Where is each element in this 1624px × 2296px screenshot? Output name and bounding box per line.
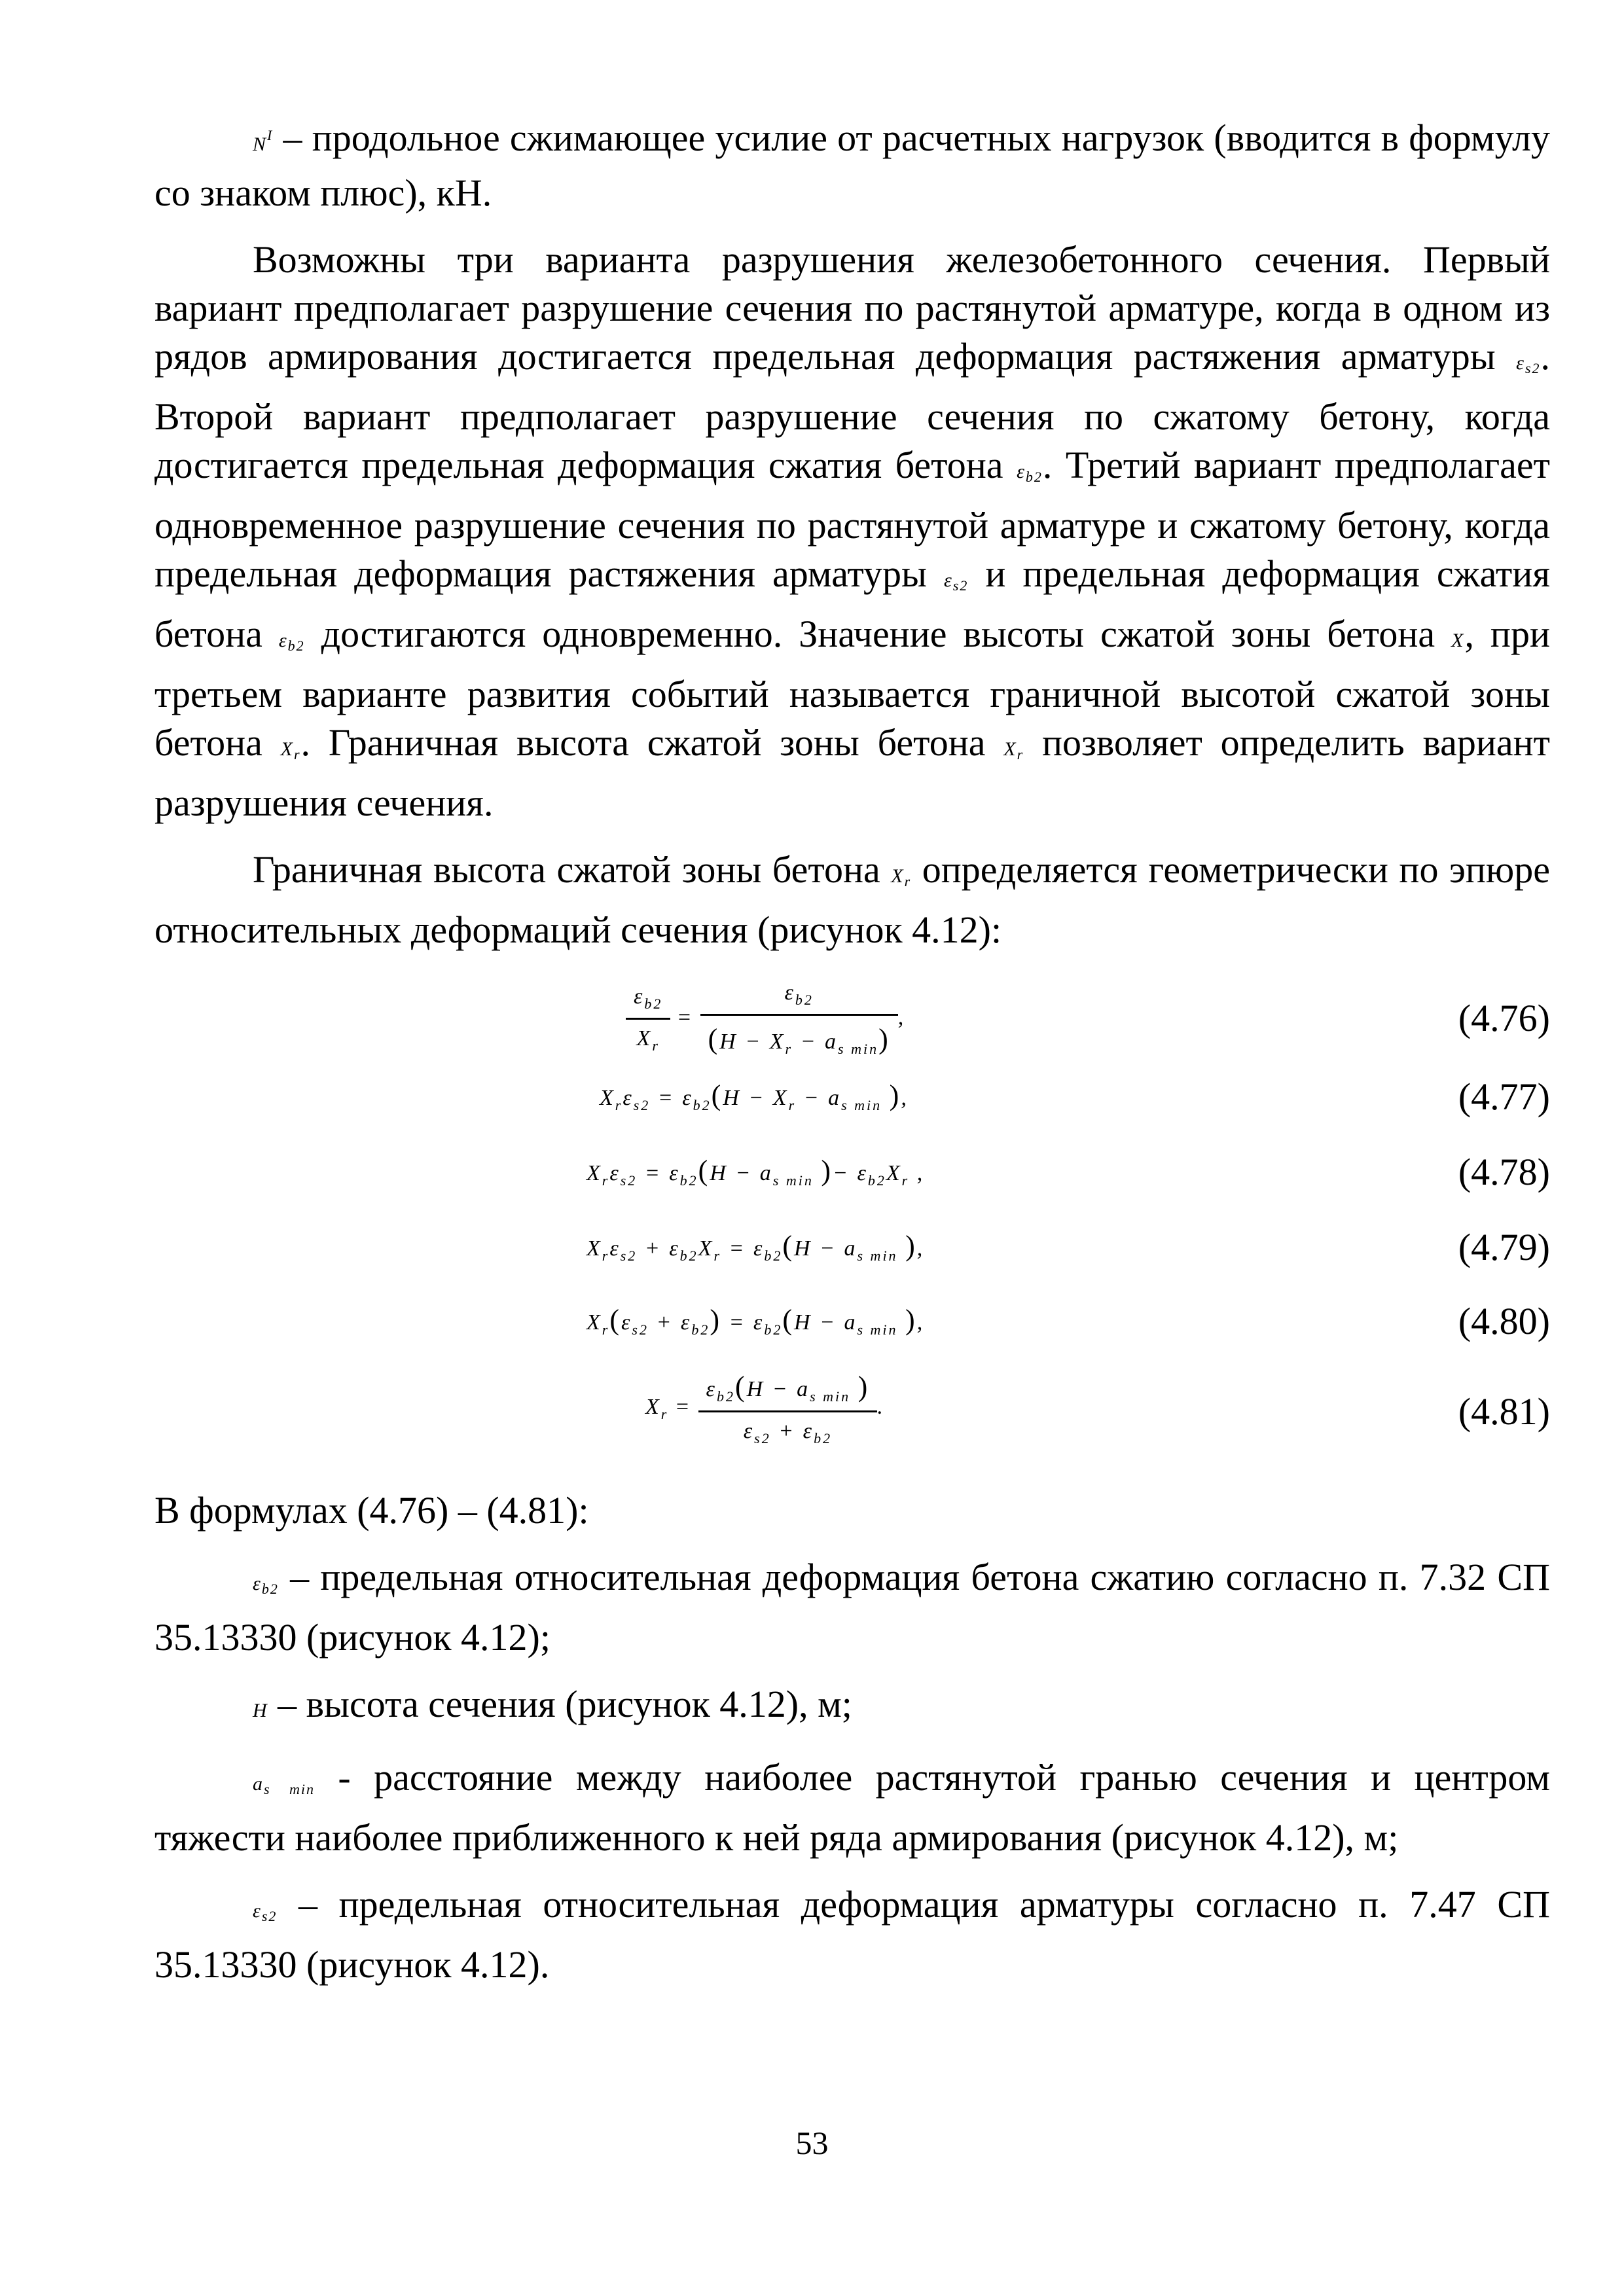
paragraph-boundary-height: Граничная высота сжатой зоны бетона $X_r$ определяется геометрически по эпюре относительных деформаций сечения (рисунок 4.12):: [154, 848, 1550, 951]
formula-expression: $\frac{\varepsilon_{b2}}{X_r}$ = $\frac{\varepsilon_{b2}}{(H - X_r - a_{s min})}$ ,: [626, 980, 905, 1058]
math-X: X: [1451, 630, 1465, 651]
page-number: 53: [795, 2125, 829, 2161]
math-N: $N^I$: [253, 127, 274, 155]
formula-4-81: [154, 1363, 1550, 1468]
definition-H: H – высота сечения (рисунок 4.12), м;: [253, 1683, 852, 1725]
definitions-intro: В формулах (4.76) – (4.81):: [154, 1489, 589, 1532]
formula-number: (4.78): [1458, 1151, 1550, 1193]
page-body: [154, 111, 1550, 1989]
paragraph-axial-force: $N^I$ – продольное сжимающее усилие от расчетных нагрузок (вводится в формулу со знаком плюс), кН.: [154, 117, 1550, 214]
formula-expression: $X_r(\varepsilon_{s2} + \varepsilon_{b2}) = \varepsilon_{b2}(H - a_{s min}$ ),: [586, 1304, 925, 1338]
formula-4-80: [154, 1291, 1550, 1363]
definition-a-smin: $a_{s min}$ - расстояние между наиболее растянутой гранью сечения и центром тяжести наиболее приближенного к ней ряда армирования (рисунок 4.12), м;: [154, 1756, 1550, 1859]
fraction: $\frac{\varepsilon_{b2}}{(H - X_r - a_{s min})}$: [700, 980, 898, 1058]
formula-expression: $X_r$ = $\frac{\varepsilon_{b2}(H - a_{s min} )}{\varepsilon_{s2} + \varepsilon_{b2}}$ .: [645, 1371, 885, 1446]
formula-number: (4.79): [1458, 1226, 1550, 1268]
formula-expression: $X_r\varepsilon_{s2} + \varepsilon_{b2}X_r = \varepsilon_{b2}(H - a_{s min}$ ),: [586, 1230, 925, 1264]
formula-expression: $X_r\varepsilon_{s2} = \varepsilon_{b2}(H - X_r - a_{s min}$ ),: [600, 1079, 909, 1113]
math-a-smin: $a_{s min}$: [253, 1773, 315, 1797]
math-eps-b2: $\varepsilon_{b2}$: [1017, 461, 1043, 485]
formula-4-79: [154, 1216, 1550, 1291]
math-eps-b2: $\varepsilon_{b2}$: [253, 1573, 279, 1597]
math-eps-s2: $\varepsilon_{s2}$: [1516, 352, 1541, 376]
formula-expression: $X_r\varepsilon_{s2} = \varepsilon_{b2}(H - a_{s min}$ )− $\varepsilon_{b2}X_r$ ,: [586, 1155, 925, 1189]
math-H: H: [253, 1700, 268, 1721]
definition-eps-s2: $\varepsilon_{s2}$ – предельная относительная деформация арматуры согласно п. 7.47 СП 35.13330 (рисунок 4.12).: [154, 1883, 1550, 1986]
formula-4-76: [154, 980, 1550, 1066]
formula-number: (4.77): [1458, 1075, 1550, 1118]
math-Xr: $X_r$: [280, 738, 301, 762]
formula-number: (4.80): [1458, 1300, 1550, 1342]
math-eps-s2: $\varepsilon_{s2}$: [943, 569, 969, 594]
math-Xr: $X_r$: [891, 865, 912, 889]
formula-4-78: [154, 1141, 1550, 1216]
math-eps-b2: $\varepsilon_{b2}$: [278, 630, 305, 654]
formula-4-77: [154, 1066, 1550, 1141]
fraction: $\frac{\varepsilon_{b2}}{X_r}$: [626, 984, 670, 1054]
math-eps-s2: $\varepsilon_{s2}$: [253, 1900, 278, 1924]
formula-block: [154, 980, 1550, 1468]
math-Xr: $X_r$: [1003, 738, 1024, 762]
formula-number: (4.76): [1458, 997, 1550, 1039]
fraction: $\frac{\varepsilon_{b2}(H - a_{s min} )}{\varepsilon_{s2} + \varepsilon_{b2}}$: [698, 1370, 878, 1447]
definition-eps-b2: $\varepsilon_{b2}$ – предельная относительная деформация бетона сжатию согласно п. 7.32 СП 35.13330 (рисунок 4.12);: [154, 1556, 1550, 1659]
paragraph-failure-variants: Возможны три варианта разрушения железобетонного сечения. Первый вариант предполагает разрушение сечения по растянутой арматуре, когда в одном из рядов армирования достигается предельная деформация растяжения арматуры $\varepsilon_{s2}$. Второй вариант предполагает разрушение сечения по сжатому бетону, когда достигается предельная деформация сжатия бетона $\varepsilon_{b2}$. Третий вариант предполагает одновременное разрушение сечения по растянутой арматуре и сжатому бетону, когда предельная деформация растяжения арматуры $\varepsilon_{s2}$ и предельная деформация сжатия бетона $\varepsilon_{b2}$ достигаются одновременно. Значение высоты сжатой зоны бетона X, при третьем варианте развития событий называется граничной высотой сжатой зоны бетона $X_r$. Граничная высота сжатой зоны бетона $X_r$ позволяет определить вариант разрушения сечения.: [154, 238, 1551, 824]
formula-number: (4.81): [1458, 1390, 1550, 1433]
